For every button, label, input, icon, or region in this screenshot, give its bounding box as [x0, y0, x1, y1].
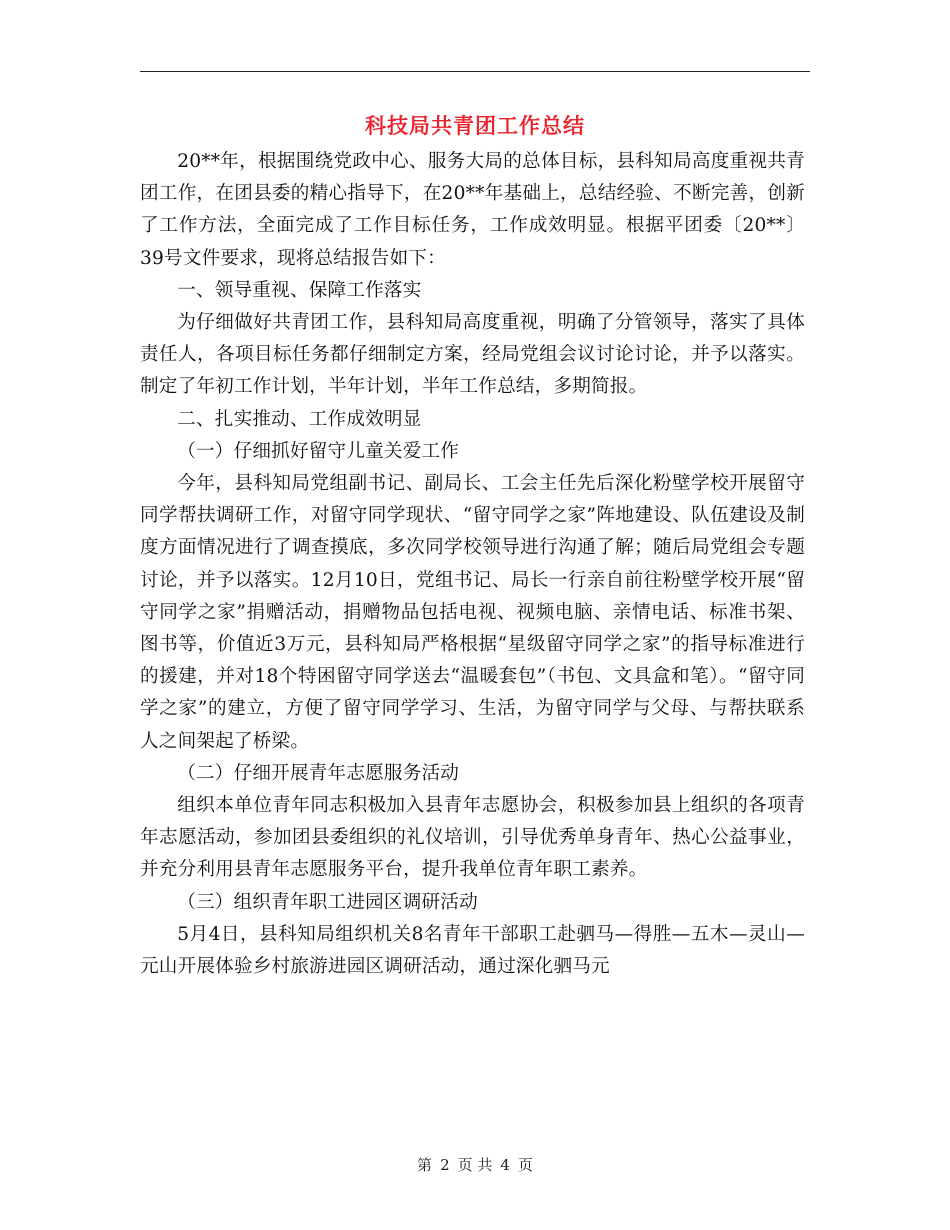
footer-prefix: 第: [417, 1156, 433, 1174]
paragraph-subsection-3: 5月4日，县科知局组织机关8名青年干部职工赴驷马—得胜—五木—灵山—元山开展体验乡村旅游进园区调研活动，通过深化驷马元: [140, 923, 805, 978]
footer-middle: 页 共: [457, 1156, 493, 1174]
paragraph-subsection-1: 今年，县科知局党组副书记、副局长、工会主任先后深化粉壁学校开展留守同学帮扶调研工作，对留守同学现状、“留守同学之家”阵地建设、队伍建设及制度方面情况进行了调查摸底，多次同学校领导进行沟通了解；随后局党组会专题讨论，并予以落实。12月10日，党组书记、局长一行亲自前往粉壁学校开展“留守同学之家”捐赠活动，捐赠物品包括电视、视频电脑、亲情电话、标准书架、图书等，价值近3万元，县科知局严格根据“星级留守同学之家”的指导标准进行的援建，并对18个特困留守同学送去“温暖套包”（书包、文具盒和笔）。“留守同学之家”的建立，方便了留守同学学习、生活，为留守同学与父母、与帮扶联系人之间架起了桥梁。: [140, 473, 805, 752]
document-title: 科技局共青团工作总结: [365, 113, 585, 138]
paragraph-section-1: 为仔细做好共青团工作，县科知局高度重视，明确了分管领导，落实了具体责任人，各项目标任务都仔细制定方案，经局党组会议讨论讨论，并予以落实。制定了年初工作计划，半年计划，半年工作总结，多期简报。: [140, 312, 805, 398]
subsection-heading-1: （一）仔细抓好留守儿童关爱工作: [177, 440, 460, 462]
footer-page-number: 2: [440, 1156, 450, 1174]
footer-suffix: 页: [517, 1156, 533, 1174]
section-heading-1: 一、领导重视、保障工作落实: [177, 279, 422, 301]
subsection-heading-2: （二）仔细开展青年志愿服务活动: [177, 762, 460, 784]
subsection-heading-3: （三）组织青年职工进园区调研活动: [177, 891, 478, 913]
document-body: [140, 146, 805, 983]
page-footer: [0, 1153, 950, 1177]
paragraph-subsection-2: 组织本单位青年同志积极加入县青年志愿协会，积极参加县上组织的各项青年志愿活动，参加团县委组织的礼仪培训，引导优秀单身青年、热心公益事业，并充分利用县青年志愿服务平台，提升我单位青年职工素养。: [140, 795, 805, 881]
header-rule: [140, 71, 810, 72]
footer-total-pages: 4: [500, 1156, 510, 1174]
paragraph-intro: 20**年，根据围绕党政中心、服务大局的总体目标，县科知局高度重视共青团工作，在团县委的精心指导下，在20**年基础上，总结经验、不断完善，创新了工作方法，全面完成了工作目标任务，工作成效明显。根据平团委〔20**〕39号文件要求，现将总结报告如下：: [140, 151, 805, 269]
section-heading-2: 二、扎实推动、工作成效明显: [177, 408, 422, 430]
